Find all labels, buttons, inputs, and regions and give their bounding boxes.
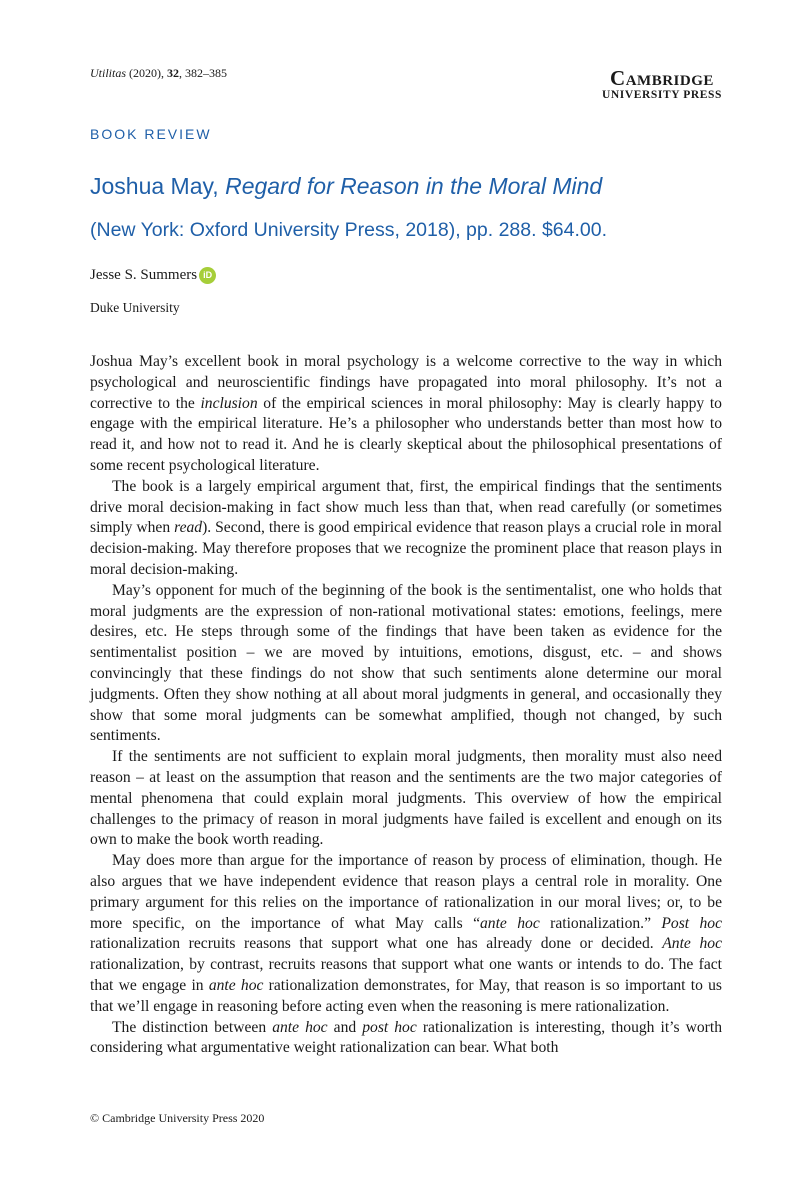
- review-body: [90, 352, 722, 1059]
- publication-details: (New York: Oxford University Press, 2018), pp. 288. $64.00.: [90, 219, 608, 241]
- journal-name: Utilitas: [90, 66, 127, 80]
- title-author: Joshua May,: [90, 173, 226, 199]
- review-title: [90, 173, 730, 200]
- copyright-notice: © Cambridge University Press 2020: [90, 1111, 265, 1125]
- paragraph: Joshua May’s excellent book in moral psychology is a welcome corrective to the way in which psychological and neuroscientific findings have propagated into moral philosophy. It’s not a corrective to the inclusion of the empirical sciences in moral philosophy: May is clearly happy to engage with the empirical literature. He’s a philosopher who understands better than most how to read it, and how not to read it. And he is clearly skeptical about the philosophical presentations of some recent psychological literature.: [90, 353, 722, 474]
- reviewer: [90, 267, 216, 284]
- reviewer-name: Jesse S. Summers: [90, 267, 198, 283]
- reviewer-affiliation: Duke University: [90, 300, 180, 315]
- journal-pages: , 382–385: [179, 66, 228, 80]
- paragraph: The book is a largely empirical argument that, first, the empirical findings that the sentiments drive moral decision-making in fact show much less than that, when read carefully (or sometimes simply when read). Second, there is good empirical evidence that reason plays a crucial role in moral decision-making. May therefore proposes that we recognize the prominent place that reason plays in moral decision-making.: [90, 477, 722, 578]
- orcid-icon[interactable]: iD: [199, 267, 216, 284]
- title-book: Regard for Reason in the Moral Mind: [225, 173, 603, 199]
- journal-year: (2020),: [129, 66, 165, 80]
- journal-volume: 32: [167, 66, 180, 80]
- paragraph: May’s opponent for much of the beginning of the book is the sentimentalist, one who holds that moral judgments are the expression of non-rational motivational states: emotions, feelings, mere desires, etc. He steps through some of the findings that have been taken as evidence for the sentimentalist position – we are moved by intuitions, emotions, disgust, etc. – and shows convincingly that these findings do not show that such sentiments alone determine our moral judgments. Often they show nothing at all about moral judgments in general, and occasionally they show that some moral judgments can be somewhat amplified, though not changed, by such sentiments.: [90, 581, 722, 745]
- paragraph: The distinction between ante hoc and post hoc rationalization is interesting, though it’s worth considering what argumentative weight rationalization can bear. What both: [90, 1018, 723, 1057]
- section-label: BOOK REVIEW: [90, 126, 212, 142]
- logo-line-1: Cambridge: [610, 66, 714, 90]
- journal-citation: [90, 66, 227, 81]
- logo-line-2: UNIVERSITY PRESS: [601, 89, 722, 101]
- paragraph: May does more than argue for the importance of reason by process of elimination, though. He also argues that we have independent evidence that reason plays a central role in morality. One primary argument for this relies on the importance of rationalization in our moral lives; or, to be more specific, on the importance of what May calls “ante hoc rationalization.” Post hoc rationalization recruits reasons that support what one has already done or decided. Ante hoc rationalization, by contrast, recruits reasons that support what one wants or intends to do. The fact that we engage in ante hoc rationalization demonstrates, for May, that reason is so important to us that we’ll engage in reasoning before acting even when the reasoning is mere rationalization.: [90, 852, 723, 1015]
- paragraph: If the sentiments are not sufficient to explain moral judgments, then morality must also need reason – at least on the assumption that reason and the sentiments are the two major categories of mental phenomena that could explain moral judgments. This overview of how the empirical challenges to the primacy of reason in moral judgments have failed is excellent and enough on its own to make the book worth reading.: [90, 748, 722, 849]
- publisher-logo: [602, 68, 722, 102]
